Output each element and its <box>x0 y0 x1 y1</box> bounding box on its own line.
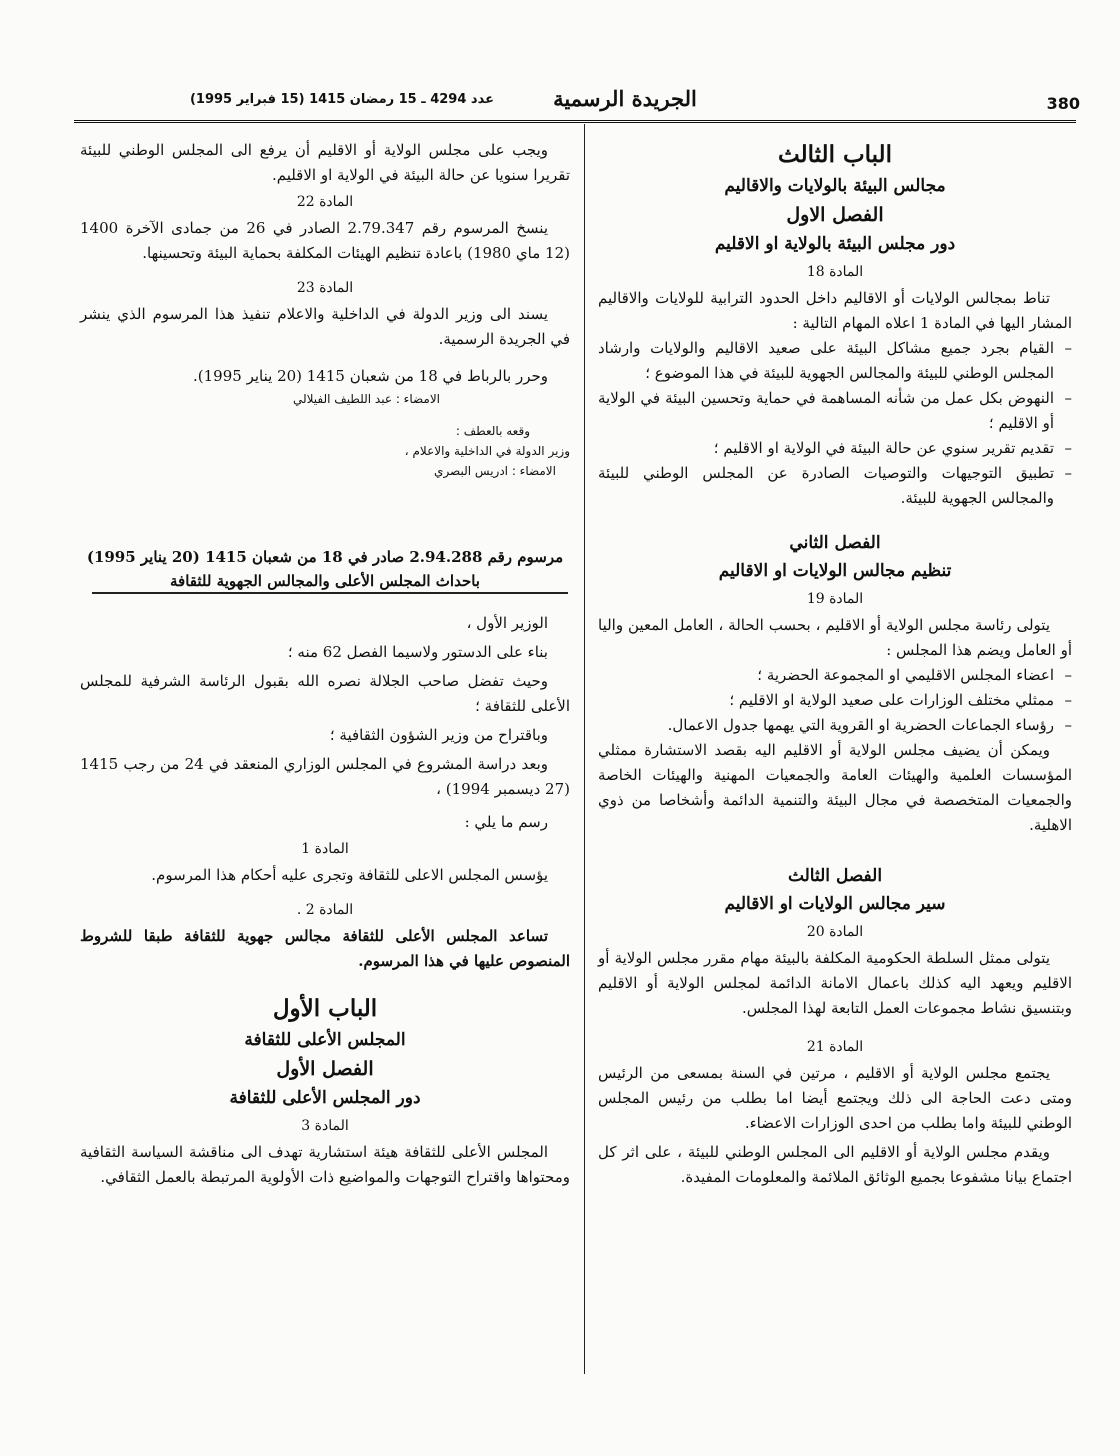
chapter-heading: الفصل الثاني <box>789 533 881 553</box>
countersign-name: الامضاء : ادريس البصري <box>434 464 556 478</box>
issue-info: عدد 4294 ـ 15 رمضان 1415 (15 فبراير 1995) <box>189 92 494 107</box>
section-rule <box>92 592 568 594</box>
prime-minister: الوزير الأول ، <box>466 614 548 632</box>
page-header <box>70 86 1080 116</box>
chapter-heading: الفصل الثالث <box>787 866 883 886</box>
list-item: – تطبيق التوجيهات والتوصيات الصادرة عن المجلس الوطني للبيئة والمجالس الجهوية للبيئة. <box>598 461 1072 511</box>
chapter-heading: الفصل الأول <box>276 1058 374 1080</box>
done-at: وحرر بالرباط في 18 من شعبان 1415 (20 يناير 1995). <box>193 367 548 385</box>
header-rule <box>74 120 1076 123</box>
chapter-heading: الفصل الاول <box>786 204 884 226</box>
article-text: يتولى رئاسة مجلس الولاية أو الاقليم ، بحسب الحالة ، العامل المعين واليا أو العامل ويضم هذا المجلس : <box>598 616 1072 659</box>
decree-line: رسم ما يلي : <box>464 813 548 831</box>
list-item: – تقديم تقرير سنوي عن حالة البيئة في الولاية او الاقليم ؛ <box>598 436 1072 461</box>
article-label: المادة 19 <box>806 591 864 607</box>
article-text: تساعد المجلس الأعلى للثقافة مجالس جهوية للثقافة طبقا للشروط المنصوص عليها في هذا المرسوم. <box>80 927 570 970</box>
list-item: – رؤساء الجماعات الحضرية او القروية التي يهمها جدول الاعمال. <box>598 713 1072 738</box>
list-item: – اعضاء المجلس الاقليمي او المجموعة الحضرية ؛ <box>598 663 1072 688</box>
journal-title: الجريدة الرسمية <box>553 86 697 111</box>
article-text: ويجب على مجلس الولاية أو الاقليم أن يرفع الى المجلس الوطني للبيئة تقريرا سنويا عن حالة البيئة في الولاية او الاقليم. <box>80 141 570 184</box>
list-item: – القيام بجرد جميع مشاكل البيئة على صعيد الاقاليم والولايات وارشاد المجلس الوطني للبيئة والمجالس الجهوية للبيئة في هذا الموضوع ؛ <box>598 336 1072 386</box>
decree-title: مرسوم رقم 2.94.288 صادر في 18 من شعبان 1415 (20 يناير 1995) <box>86 548 564 566</box>
article-label: المادة 20 <box>806 924 864 940</box>
preamble-item: بناء على الدستور ولاسيما الفصل 62 منه ؛ <box>287 643 548 661</box>
left-column <box>80 138 570 1190</box>
preamble-item: وبعد دراسة المشروع في المجلس الوزاري المنعقد في 24 من رجب 1415 (27 ديسمبر 1994) ، <box>80 755 570 798</box>
article-text: المجلس الأعلى للثقافة هيئة استشارية تهدف الى مناقشة السياسة الثقافية ومحتواها واقتراح التوجهات والمواضيع ذات الأولوية المرتبطة بالعمل الثقافي. <box>80 1143 570 1186</box>
article-text: ويقدم مجلس الولاية أو الاقليم الى المجلس الوطني للبيئة ، على اثر كل اجتماع بيانا مشفوعا بجميع الوثائق الملائمة والمعلومات المفيدة. <box>598 1143 1072 1186</box>
preamble-item: وباقتراح من وزير الشؤون الثقافية ؛ <box>329 726 548 744</box>
article-label: المادة 22 <box>296 194 354 210</box>
article-label: المادة 1 <box>301 841 349 857</box>
part-title: المجلس الأعلى للثقافة <box>244 1030 406 1050</box>
article-text: يسند الى وزير الدولة في الداخلية والاعلام تنفيذ هذا المرسوم الذي ينشر في الجريدة الرسمية. <box>80 305 570 348</box>
countersign-label: وقعه بالعطف : <box>455 424 530 438</box>
column-divider <box>584 124 585 1374</box>
article-text: يجتمع مجلس الولاية أو الاقليم ، مرتين في السنة بمسعى من الرئيس ومتى دعت الحاجة الى ذلك ويجتمع أيضا اما بطلب من رئيس المجلس الوطني للبيئة واما بطلب من احدى الوزارات الاعضاء. <box>598 1064 1072 1132</box>
article-text: يؤسس المجلس الاعلى للثقافة وتجرى عليه أحكام هذا المرسوم. <box>151 866 548 884</box>
article-text: ويمكن أن يضيف مجلس الولاية أو الاقليم اليه بقصد الاستشارة ممثلي المؤسسات العلمية والهيئات العامة والجمعيات المهنية والهيئات الخاصة والجمعيات المتخصصة في مجال البيئة والتنمية الدائمة وأشخاصا من ذوي الاهلية. <box>598 741 1072 834</box>
part-title: مجالس البيئة بالولايات والاقاليم <box>724 176 946 196</box>
page-number: 380 <box>1046 94 1080 113</box>
article-label: المادة 2 . <box>296 902 354 918</box>
part-heading: الباب الثالث <box>778 141 892 168</box>
article-text: ينسخ المرسوم رقم 2.79.347 الصادر في 26 من جمادى الآخرة 1400 (12 ماي 1980) باعادة تنظيم الهيئات المكلفة بحماية البيئة وتحسينها. <box>80 219 570 262</box>
chapter-title: دور المجلس الأعلى للثقافة <box>229 1088 421 1108</box>
part-heading: الباب الأول <box>272 995 378 1022</box>
list-item: – النهوض بكل عمل من شأنه المساهمة في حماية وتحسين البيئة في الولاية أو الاقليم ؛ <box>598 386 1072 436</box>
signature: الامضاء : عبد اللطيف الفيلالي <box>292 392 440 406</box>
article-label: المادة 18 <box>806 264 864 280</box>
article-label: المادة 23 <box>296 280 354 296</box>
article-label: المادة 3 <box>301 1118 349 1134</box>
list-item: – ممثلي مختلف الوزارات على صعيد الولاية او الاقليم ؛ <box>598 688 1072 713</box>
article-text: تناط بمجالس الولايات أو الاقاليم داخل الحدود الترابية للولايات والاقاليم المشار اليها في المادة 1 اعلاه المهام التالية : <box>598 289 1072 332</box>
countersign-title: وزير الدولة في الداخلية والاعلام ، <box>404 444 570 458</box>
preamble-item: وحيث تفضل صاحب الجلالة نصره الله بقبول الرئاسة الشرفية للمجلس الأعلى للثقافة ؛ <box>80 672 570 715</box>
chapter-title: دور مجلس البيئة بالولاية او الاقليم <box>714 234 956 254</box>
chapter-title: تنظيم مجالس الولايات او الاقاليم <box>718 561 952 581</box>
right-column <box>598 138 1072 1190</box>
article-text: يتولى ممثل السلطة الحكومية المكلفة بالبيئة مهام مقرر مجلس الولاية أو الاقليم ويعهد اليه كذلك باعمال الامانة الدائمة لمجلس الولاية أو الاقليم وبتنسيق نشاط مجموعات العمل التابعة لهذا المجلس. <box>598 949 1072 1017</box>
decree-subtitle: باحداث المجلس الأعلى والمجالس الجهوية للثقافة <box>170 572 480 590</box>
article-label: المادة 21 <box>806 1039 864 1055</box>
chapter-title: سير مجالس الولايات او الاقاليم <box>724 894 946 914</box>
